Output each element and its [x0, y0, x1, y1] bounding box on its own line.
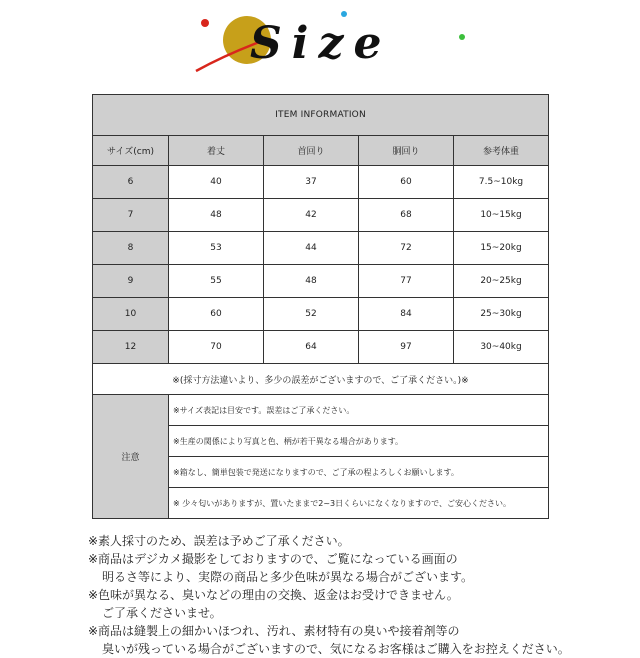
weight-cell: 25~30kg	[454, 298, 549, 331]
table-row	[93, 199, 549, 232]
chest-cell: 60	[359, 166, 454, 199]
length-cell: 55	[169, 265, 264, 298]
size-cell: 8	[93, 232, 169, 265]
note-item: ※ 少々匂いがありますが、置いたままで2~3日くらいになくなりますので、ご安心ください。	[169, 488, 549, 519]
footer-line: ※色味が異なる、臭いなどの理由の交換、返金はお受けできません。	[88, 588, 459, 602]
chest-cell: 68	[359, 199, 454, 232]
header-weight: 参考体重	[454, 136, 549, 166]
chest-cell: 77	[359, 265, 454, 298]
note-label: 注意	[93, 395, 169, 519]
weight-cell: 10~15kg	[454, 199, 549, 232]
table-row	[93, 265, 549, 298]
neck-cell: 48	[264, 265, 359, 298]
table-row	[93, 166, 549, 199]
footer-line: 臭いが残っている場合がございますので、気になるお客様はご購入をお控えください。	[102, 642, 570, 656]
chest-cell: 72	[359, 232, 454, 265]
length-cell: 40	[169, 166, 264, 199]
footer-notes	[88, 532, 640, 658]
header-length: 着丈	[169, 136, 264, 166]
table-row	[93, 331, 549, 364]
measurement-disclaimer: ※(採寸方法違いより、多少の誤差がございますので、ご了承ください。)※	[93, 364, 549, 395]
footer-line: ※商品は縫製上の細かいほつれ、汚れ、素材特有の臭いや接着剤等の	[88, 624, 460, 638]
weight-cell: 30~40kg	[454, 331, 549, 364]
neck-cell: 64	[264, 331, 359, 364]
neck-cell: 52	[264, 298, 359, 331]
header-size: サイズ(cm)	[93, 136, 169, 166]
note-item: ※生産の関係により写真と色、柄が若干異なる場合があります。	[169, 426, 549, 457]
footer-line: ご了承くださいませ。	[102, 606, 222, 620]
size-cell: 7	[93, 199, 169, 232]
neck-cell: 42	[264, 199, 359, 232]
weight-cell: 7.5~10kg	[454, 166, 549, 199]
size-table	[92, 94, 549, 519]
length-cell: 60	[169, 298, 264, 331]
weight-cell: 20~25kg	[454, 265, 549, 298]
header-chest: 胴回り	[359, 136, 454, 166]
size-cell: 9	[93, 265, 169, 298]
neck-cell: 44	[264, 232, 359, 265]
table-row	[93, 232, 549, 265]
neck-cell: 37	[264, 166, 359, 199]
logo-text: Size	[250, 18, 392, 69]
note-item: ※箱なし、簡単包装で発送になりますので、ご了承の程よろしくお願いします。	[169, 457, 549, 488]
table-row	[93, 298, 549, 331]
header-neck: 首回り	[264, 136, 359, 166]
size-logo	[0, 0, 640, 90]
size-cell: 12	[93, 331, 169, 364]
length-cell: 70	[169, 331, 264, 364]
weight-cell: 15~20kg	[454, 232, 549, 265]
note-item: ※サイズ表記は目安です。誤差はご了承ください。	[169, 395, 549, 426]
chest-cell: 84	[359, 298, 454, 331]
footer-line: ※素人採寸のため、誤差は予めご了承ください。	[88, 534, 350, 548]
footer-line: ※商品はデジカメ撮影をしておりますので、ご覧になっている画面の	[88, 552, 458, 566]
size-cell: 10	[93, 298, 169, 331]
length-cell: 48	[169, 199, 264, 232]
chest-cell: 97	[359, 331, 454, 364]
size-cell: 6	[93, 166, 169, 199]
footer-line: 明るさ等により、実際の商品と多少色味が異なる場合がございます。	[102, 570, 474, 584]
item-information-title: ITEM INFORMATION	[93, 95, 549, 136]
length-cell: 53	[169, 232, 264, 265]
